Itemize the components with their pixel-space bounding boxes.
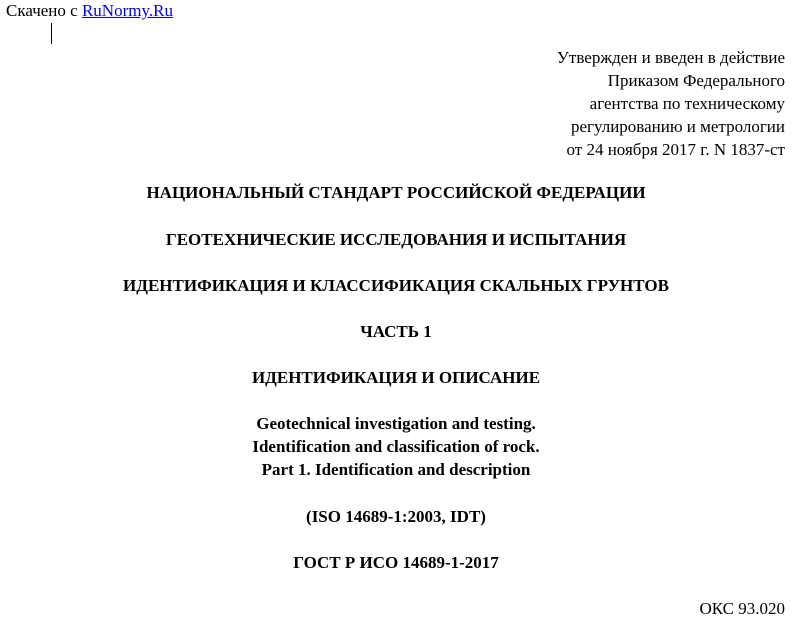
series-title-heading: ГЕОТЕХНИЧЕСКИЕ ИССЛЕДОВАНИЯ И ИСПЫТАНИЯ <box>165 230 627 249</box>
english-title-line: Identification and classification of rock. <box>252 437 540 456</box>
approval-line: регулированию и метрологии <box>570 117 785 136</box>
runormy-link[interactable]: RuNormy.Ru <box>81 1 173 20</box>
text-cursor <box>51 23 52 44</box>
english-title-line: Geotechnical investigation and testing. <box>256 414 536 433</box>
approval-line: Утвержден и введен в действие <box>556 48 785 67</box>
iso-reference: (ISO 14689-1:2003, IDT) <box>306 507 486 526</box>
gost-designation: ГОСТ Р ИСО 14689-1-2017 <box>293 553 499 572</box>
approval-line: Приказом Федерального <box>607 71 785 90</box>
main-title-heading: ИДЕНТИФИКАЦИЯ И КЛАССИФИКАЦИЯ СКАЛЬНЫХ ГРУНТОВ <box>123 276 669 295</box>
part-heading: ЧАСТЬ 1 <box>360 322 432 341</box>
english-title <box>0 412 792 481</box>
download-note <box>6 1 173 21</box>
approval-line: от 24 ноября 2017 г. N 1837-ст <box>566 140 785 159</box>
standard-type-heading: НАЦИОНАЛЬНЫЙ СТАНДАРТ РОССИЙСКОЙ ФЕДЕРАЦИИ <box>146 183 646 202</box>
approval-block <box>557 46 785 161</box>
part-title-heading: ИДЕНТИФИКАЦИЯ И ОПИСАНИЕ <box>251 368 541 387</box>
oks-code: ОКС 93.020 <box>699 599 785 618</box>
english-title-line: Part 1. Identification and description <box>261 460 531 479</box>
download-note-prefix: Скачено с <box>6 1 78 20</box>
approval-line: агентства по техническому <box>589 94 785 113</box>
